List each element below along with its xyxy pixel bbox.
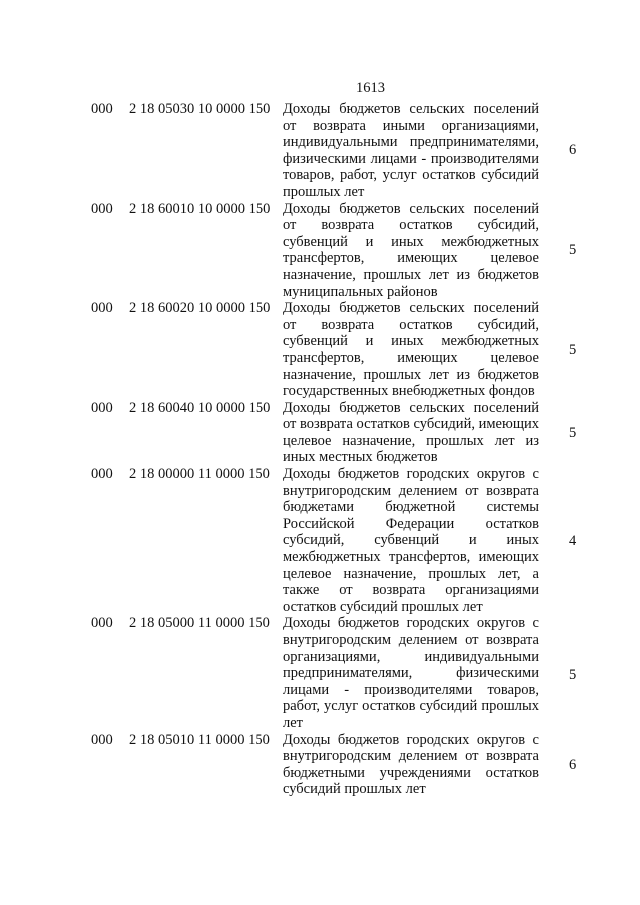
- budget-classification-code: 2 18 60040 10 0000 150: [129, 399, 271, 416]
- budget-classification-code: 2 18 00000 11 0000 150: [129, 466, 270, 483]
- table-row: [0, 615, 640, 731]
- level-value: 4: [569, 533, 577, 550]
- budget-classification-code: 2 18 05030 10 0000 150: [129, 101, 271, 117]
- row-description: Доходы бюджетов сельских поселений от возврата остатков субсидий, субвенций и иных межбюджетных трансфертов, имеющих целевое назначение, прошлых лет из бюджетов государственных внебюджетных фондов: [283, 300, 539, 400]
- table-row: [0, 300, 640, 400]
- table-row: [0, 732, 640, 798]
- table-row: [0, 466, 640, 615]
- row-description: Доходы бюджетов сельских поселений от возврата остатков субсидий, субвенций и иных межбюджетных трансфертов, имеющих целевое назначение, прошлых лет из бюджетов муниципальных районов: [283, 200, 539, 300]
- row-description: Доходы бюджетов городских округов с внутригородским делением от возврата организациями, индивидуальными предпринимателями, физическими лицами - производителями товаров, работ, услуг остатков субсидий прошлых лет: [283, 615, 539, 731]
- admin-code: 000: [91, 466, 113, 483]
- admin-code: 000: [91, 200, 113, 217]
- budget-classification-code: 2 18 60020 10 0000 150: [129, 300, 271, 317]
- row-description: Доходы бюджетов сельских поселений от возврата иными организациями, индивидуальными предпринимателями, физическими лицами - производителями товаров, работ, услуг остатков субсидий прошлых лет: [283, 101, 539, 200]
- page-number: 1613: [356, 80, 385, 96]
- level-value: 5: [569, 667, 577, 684]
- classification-table: [0, 101, 640, 798]
- level-value: 6: [569, 756, 577, 773]
- table-row: [0, 400, 640, 466]
- level-value: 5: [569, 342, 577, 359]
- budget-classification-code: 2 18 60010 10 0000 150: [129, 200, 271, 217]
- level-value: 5: [569, 424, 577, 441]
- admin-code: 000: [91, 399, 113, 416]
- admin-code: 000: [91, 615, 113, 632]
- admin-code: 000: [91, 731, 113, 748]
- row-description: Доходы бюджетов городских округов с внутригородским делением от возврата бюджетными учреждениями остатков субсидий прошлых лет: [283, 731, 539, 798]
- level-value: 5: [569, 241, 577, 258]
- row-description: Доходы бюджетов городских округов с внутригородским делением от возврата бюджетами бюджетной системы Российской Федерации остатков субсидий, субвенций и иных межбюджетных трансфертов, имеющих целевое назначение, прошлых лет, а также от возврата организациями остатков субсидий прошлых лет: [283, 466, 539, 615]
- table-row: [0, 201, 640, 301]
- admin-code: 000: [91, 300, 113, 317]
- budget-classification-code: 2 18 05010 11 0000 150: [129, 731, 270, 748]
- budget-classification-code: 2 18 05000 11 0000 150: [129, 615, 270, 632]
- admin-code: 000: [91, 101, 113, 117]
- row-description: Доходы бюджетов сельских поселений от возврата остатков субсидий, имеющих целевое назначение, прошлых лет из иных местных бюджетов: [283, 399, 539, 466]
- level-value: 6: [569, 142, 577, 158]
- table-row: [0, 101, 640, 201]
